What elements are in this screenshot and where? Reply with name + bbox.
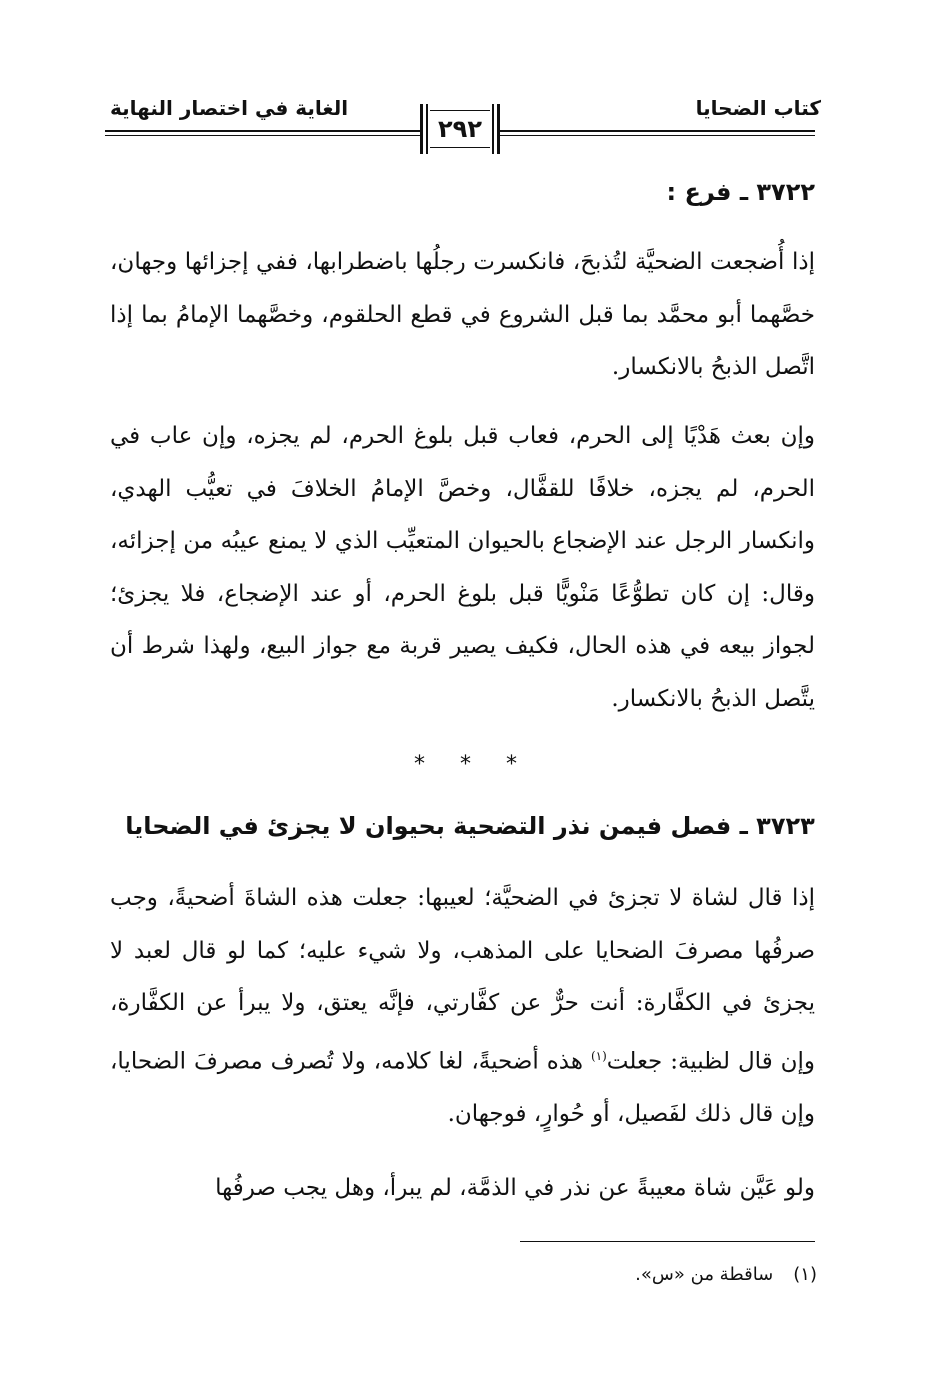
chapter-heading: ٣٧٢٣ ـ فصل فيمن نذر التضحية بحيوان لا يجزئ في الضحايا	[125, 812, 815, 840]
chapter-paragraph-1	[110, 872, 815, 1140]
footnote-marker: (١)	[590, 1048, 607, 1063]
footnote-number: (١)	[793, 1264, 817, 1285]
paragraph-text: إذا أُضجعت الضحيَّة لتُذبحَ، فانكسرت رجلُها باضطرابها، ففي إجزائها وجهان، خصَّهما أبو محمَّد بما قبل الشروع في قطع الحلقوم، وخصَّهما الإمامُ بما إذا اتَّصل الذبحُ بالانكسار.	[110, 249, 815, 380]
paragraph-text: ولو عَيَّن شاة معيبةً عن نذر في الذمَّة، لم يبرأ، وهل يجب صرفُها	[215, 1175, 815, 1201]
paragraph-text: وإن بعث هَدْيًا إلى الحرم، فعاب قبل بلوغ الحرم، لم يجزه، وإن عاب في الحرم، لم يجزه، خلافًا للقفَّال، وخصَّ الإمامُ الخلافَ في تعيُّب الهدي، وانكسار الرجل عند الإضجاع بالحيوان المتعيِّب الذي لا يمنع عيبُه من إجزائه، وقال: إن كان تطوُّعًا مَنْويًّا قبل بلوغ الحرم، أو عند الإضجاع، فلا يجزئ؛ لجواز بيعه في هذه الحال، فكيف يصير قربة مع جواز البيع، ولهذا شرط أن يتَّصل الذبحُ بالانكسار.	[110, 423, 815, 712]
running-head-book-title: الغاية في اختصار النهاية	[110, 96, 349, 120]
section-paragraph-1	[110, 236, 815, 394]
section-separator: * * *	[414, 752, 531, 777]
footnote-rule	[520, 1241, 815, 1242]
paragraph-text-part-1: إذا قال لشاة لا تجزئ في الضحيَّة؛ لعيبها: جعلت هذه الشاةَ أضحيةً، وجب صرفُها مصرفَ الضحايا على المذهب، ولا شيء عليه؛ كما لو قال لعبد لا يجزئ في الكفَّارة: أنت حرٌّ عن كفَّارتي، فإنَّه يعتق، ولا يبرأ عن الكفَّارة، وإن قال لظبية: جعلت	[110, 885, 815, 1075]
section-label: ٣٧٢٢ ـ فرع :	[666, 178, 815, 206]
footnote	[635, 1264, 817, 1285]
chapter-paragraph-2	[110, 1162, 815, 1215]
paragraph-text	[110, 872, 815, 1140]
page-number-box	[420, 104, 500, 154]
section-paragraph-2	[110, 410, 815, 725]
footnote-text: ساقطة من «س».	[635, 1264, 774, 1285]
paragraph-text-part-2: هذه أضحيةً، لغا كلامه، ولا تُصرف مصرفَ الضحايا، وإن قال ذلك لفَصيل، أو حُوارٍ، فوجهان.	[110, 1048, 815, 1127]
running-head-chapter: كتاب الضحايا	[695, 96, 821, 120]
page-number: ٢٩٢	[438, 115, 482, 143]
